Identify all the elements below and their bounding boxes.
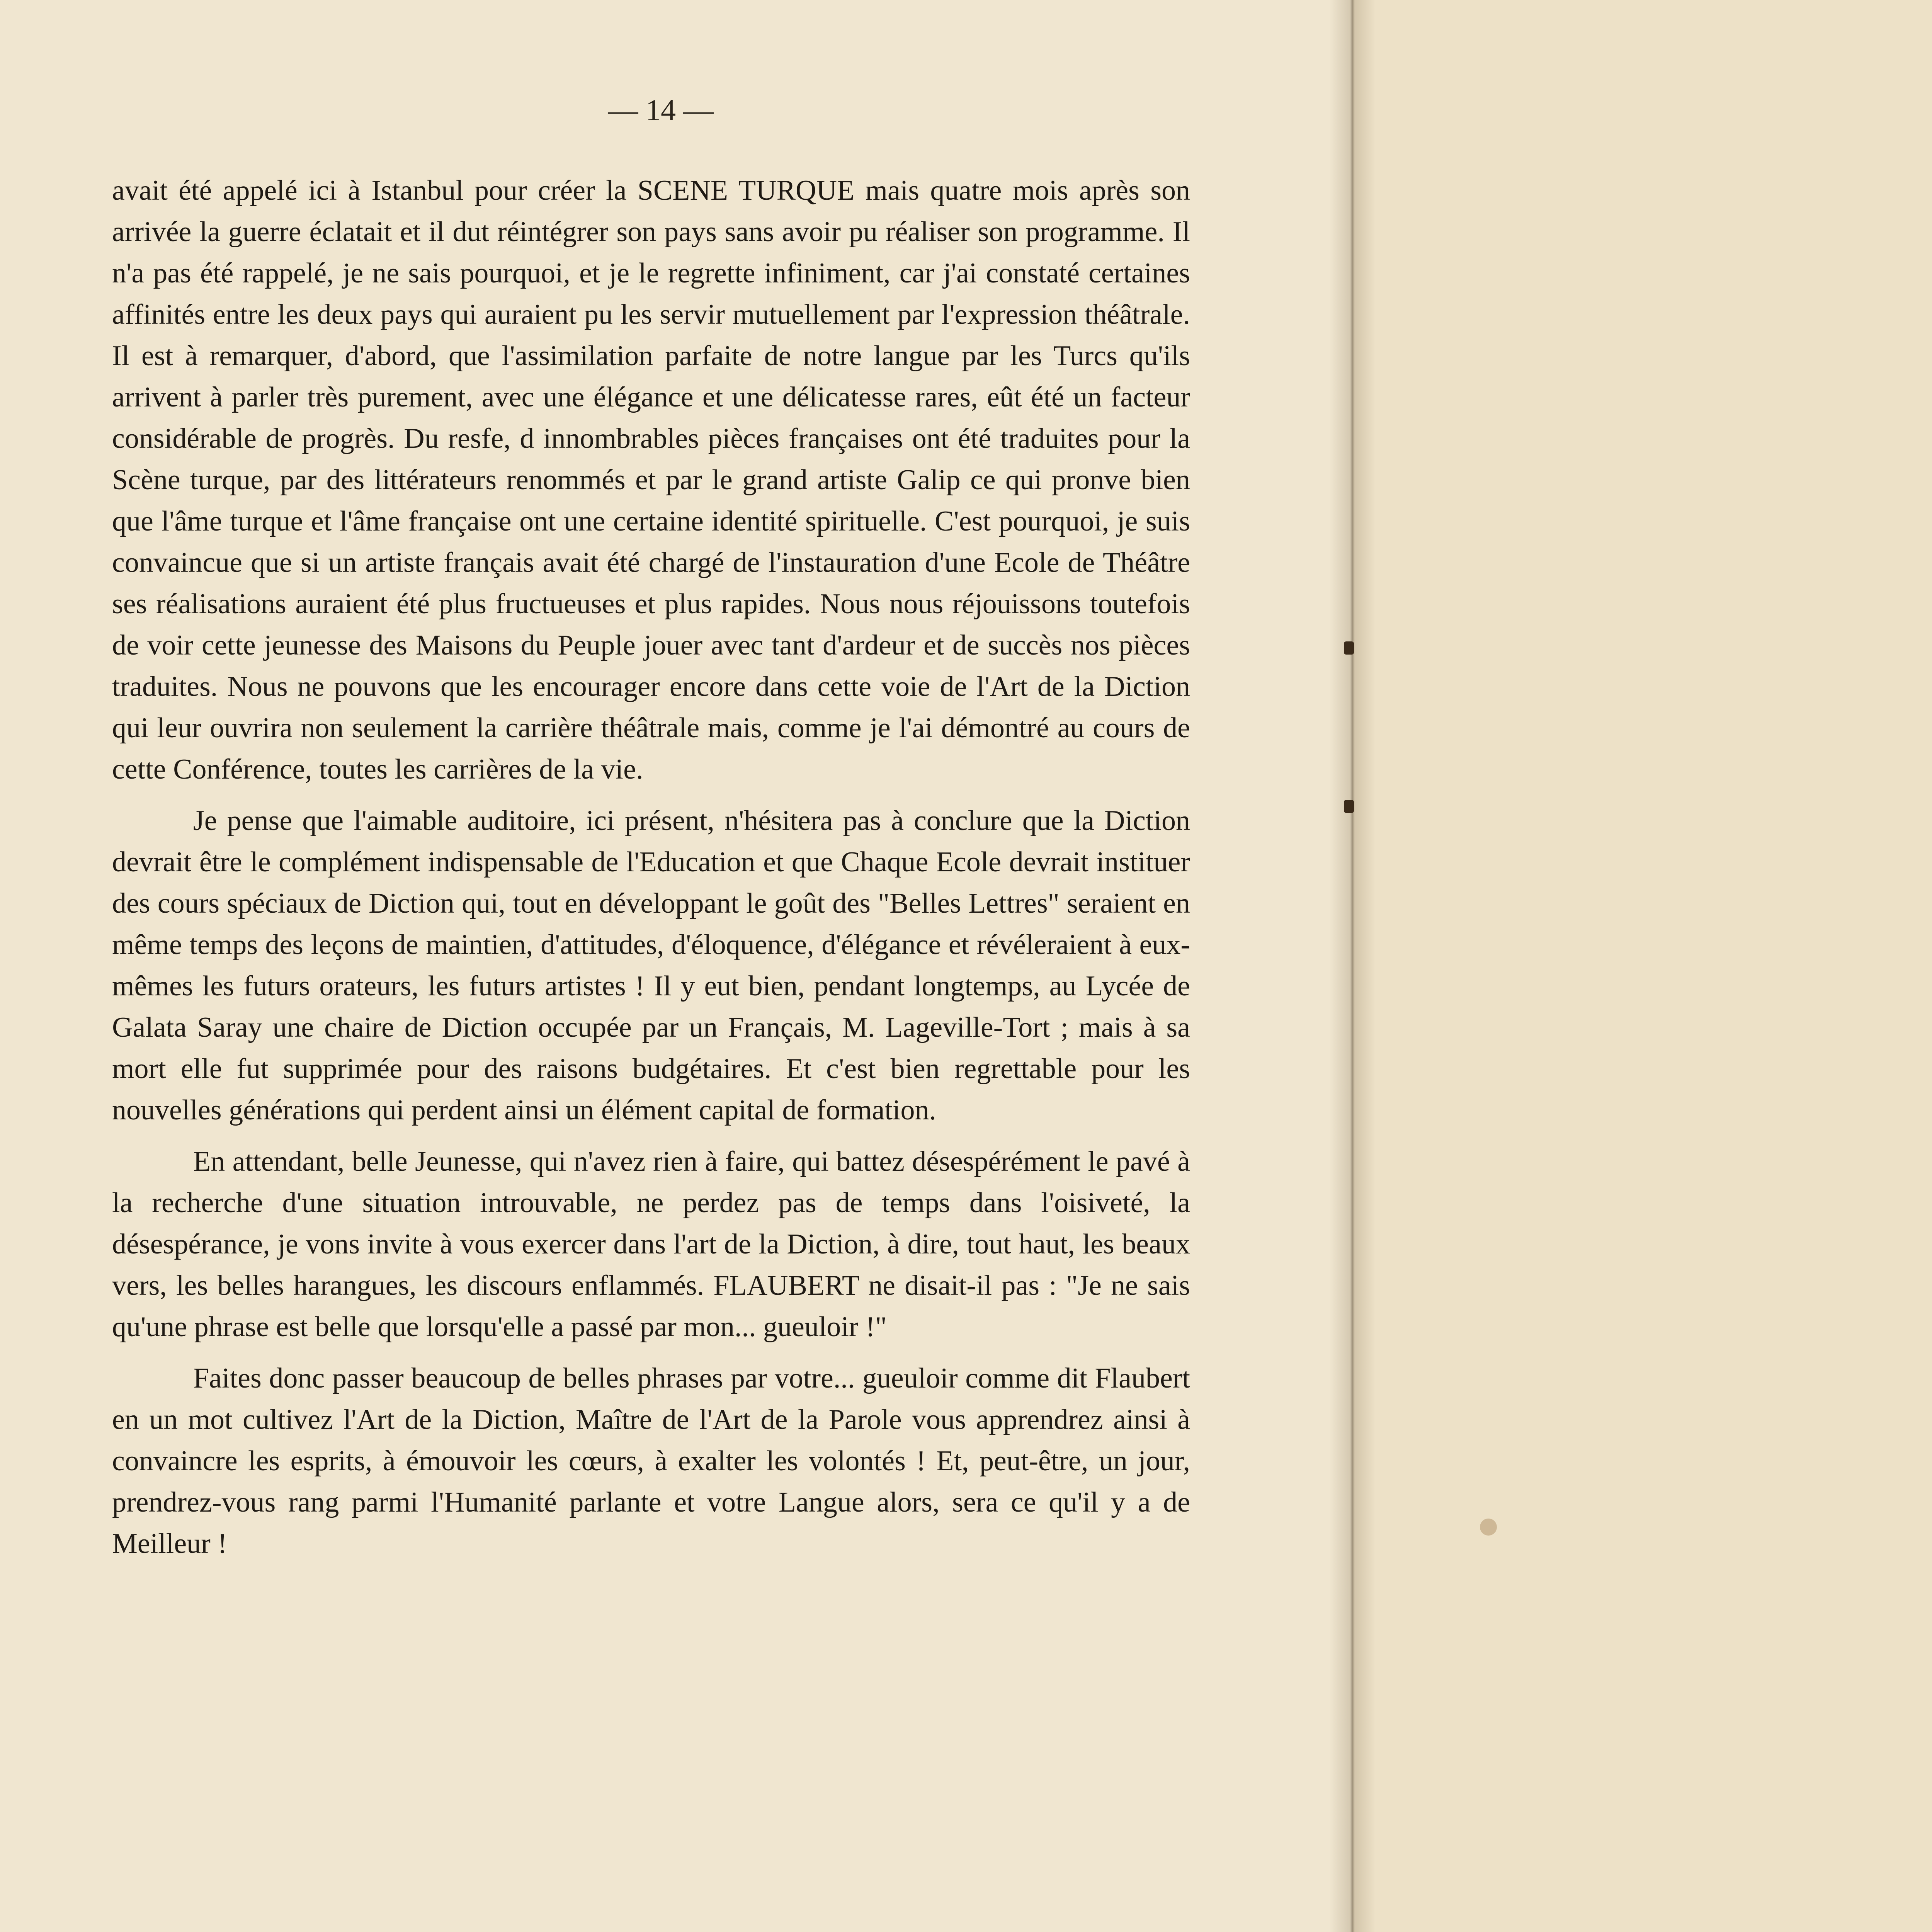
- paper-stain: [1480, 1519, 1497, 1536]
- binding-staple: [1344, 800, 1354, 813]
- page-number: — 14 —: [608, 93, 714, 127]
- paragraph: En attendant, belle Jeunesse, qui n'avez rien à faire, qui battez désespérément le pavé à la recherche d'une situation introuvable, ne perdez pas de temps dans l'oisiveté, la désespérance, je vons invite à vous exercer dans l'art de la Diction, à dire, tout haut, les beaux vers, les belles harangues, les discours enflammés. FLAUBERT ne disait-il pas : "Je ne sais qu'une phrase est belle que lorsqu'elle a passé par mon... gueuloir !": [112, 1146, 1190, 1343]
- right-page: [1352, 0, 1932, 1932]
- binding-staple: [1344, 641, 1354, 655]
- paragraph: Je pense que l'aimable auditoire, ici présent, n'hésitera pas à conclure que la Diction devrait être le complément indispensable de l'Education et que Chaque Ecole devrait instituer des cours spéciaux de Diction qui, tout en développant le goût des "Belles Lettres" seraient en même temps des leçons de maintien, d'attitudes, d'éloquence, d'élégance et révéleraient à eux-mêmes les futurs orateurs, les futurs artistes ! Il y eut bien, pendant longtemps, au Lycée de Galata Saray une chaire de Diction occupée par un Français, M. Lageville-Tort ; mais à sa mort elle fut supprimée pour des raisons budgétaires. Et c'est bien regrettable pour les nouvelles générations qui perdent ainsi un élément capital de formation.: [112, 805, 1190, 1126]
- book-gutter: [1329, 0, 1376, 1932]
- paragraph: avait été appelé ici à Istanbul pour créer la SCENE TURQUE mais quatre mois après son arrivée la guerre éclatait et il dut réintégrer son pays sans avoir pu réaliser son programme. Il n'a pas été rappelé, je ne sais pourquoi, et je le regrette infiniment, car j'ai constaté certaines affinités entre les deux pays qui auraient pu les servir mutuellement par l'expression théâtrale. Il est à remarquer, d'abord, que l'assimilation parfaite de notre langue par les Turcs qu'ils arrivent à parler très purement, avec une élégance et une délicatesse rares, eût été un facteur considérable de progrès. Du resfe, d innombrables pièces françaises ont été traduites pour la Scène turque, par des littérateurs renommés et par le grand artiste Galip ce qui pronve bien que l'âme turque et l'âme française ont une certaine identité spirituelle. C'est pourquoi, je suis convaincue que si un artiste français avait été chargé de l'instauration d'une Ecole de Théâtre ses réalisations auraient été plus fructueuses et plus rapides. Nous nous réjouissons toutefois de voir cette jeunesse des Maisons du Peuple jouer avec tant d'ardeur et de succès nos pièces traduites. Nous ne pouvons que les encourager encore dans cette voie de l'Art de la Diction qui leur ouvrira non seulement la carrière théâtrale mais, comme je l'ai démontré au cours de cette Conférence, toutes les carrières de la vie.: [112, 175, 1190, 785]
- left-page-text: [112, 170, 1190, 1575]
- paragraph: Faites donc passer beaucoup de belles phrases par votre... gueuloir comme dit Flaubert en un mot cultivez l'Art de la Diction, Maître de l'Art de la Parole vous apprendrez ainsi à convaincre les esprits, à émouvoir les cœurs, à exalter les volontés ! Et, peut-être, un jour, prendrez-vous rang parmi l'Humanité parlante et votre Langue alors, sera ce qu'il y a de Meilleur !: [112, 1362, 1190, 1560]
